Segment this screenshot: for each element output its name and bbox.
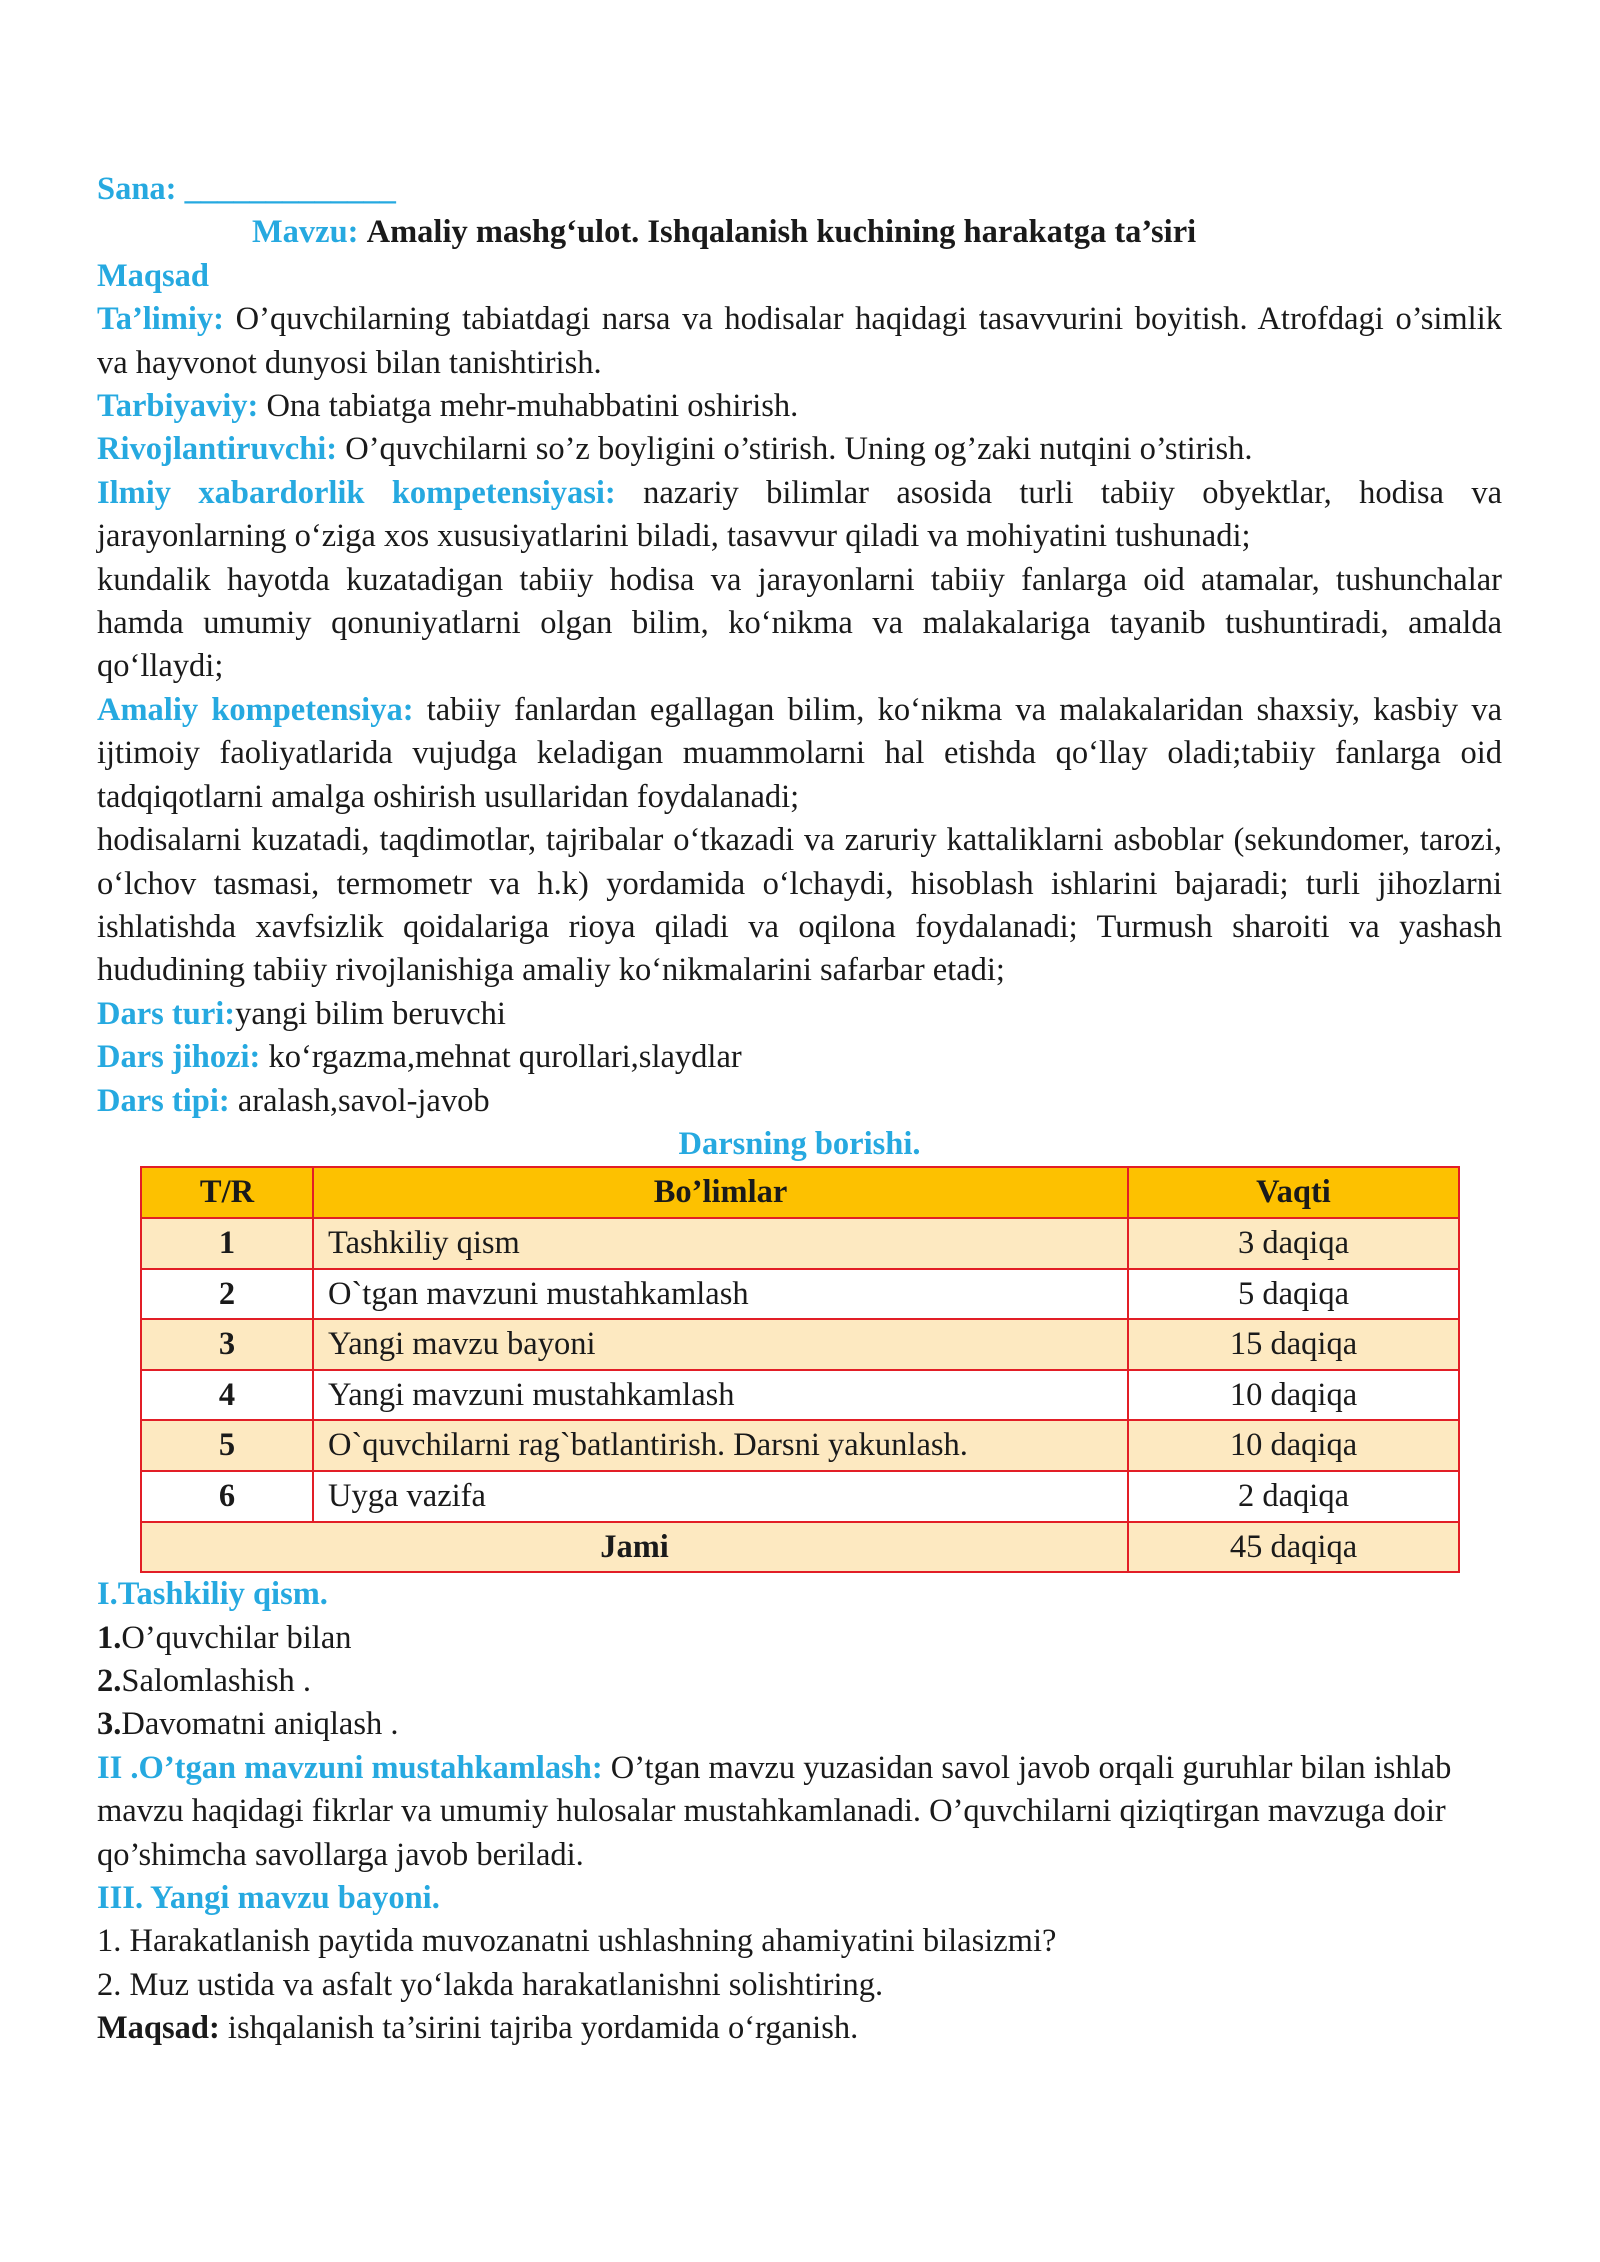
date-label: Sana: — [97, 171, 177, 207]
amaliy-label: Amaliy kompetensiya: — [97, 691, 414, 728]
row-num: 5 — [141, 1420, 313, 1471]
document-page — [97, 168, 1502, 2051]
topic-label: Mavzu: — [252, 214, 359, 251]
ilmiy-text-1: nazariy bilimlar asosida turli tabiiy obyektlar, hodisa va jarayonlarning o‘ziga xos xususiyatlarini biladi, tasavvur qiladi va mohiyatini tushunadi; — [97, 474, 1502, 555]
ilmiy-paragraph-1 — [97, 472, 1502, 559]
row-num: 4 — [141, 1370, 313, 1421]
table-row — [141, 1218, 1459, 1269]
ilmiy-label: Ilmiy xabardorlik kompetensiyasi: — [97, 474, 616, 511]
talimiy-text: O’quvchilarning tabiatdagi narsa va hodisalar haqidagi tasavvurini boyitish. Atrofdagi o’simlik va hayvonot dunyosi bilan tanishtirish. — [97, 301, 1502, 381]
row-time: 2 daqiqa — [1128, 1471, 1459, 1522]
part1-item-num: 2. — [97, 1662, 122, 1699]
plan-title: Darsning borishi. — [678, 1125, 921, 1162]
tarbiyaviy-paragraph — [97, 385, 1502, 428]
part1-item-text: O’quvchilar bilan — [121, 1619, 352, 1656]
part1-item — [97, 1660, 1502, 1703]
row-section: O`quvchilarni rag`batlantirish. Darsni yakunlash. — [313, 1420, 1128, 1471]
tarbiyaviy-text: Ona tabiatga mehr-muhabbatini oshirish. — [258, 388, 799, 425]
row-num: 2 — [141, 1269, 313, 1320]
part1-item-text: Davomatni aniqlash . — [121, 1706, 399, 1743]
table-row — [141, 1319, 1459, 1370]
talimiy-paragraph — [97, 298, 1502, 385]
date-line — [97, 168, 1502, 211]
table-row — [141, 1269, 1459, 1320]
header-time: Vaqti — [1128, 1167, 1459, 1218]
dars-jihozi-line — [97, 1036, 1502, 1079]
part3-goal-line — [97, 2007, 1502, 2050]
amaliy-paragraph-1 — [97, 689, 1502, 819]
part1-item-num: 3. — [97, 1706, 122, 1743]
topic-line — [97, 211, 1502, 254]
dars-turi-line — [97, 993, 1502, 1036]
row-time: 10 daqiqa — [1128, 1420, 1459, 1471]
rivojlantiruvchi-paragraph — [97, 428, 1502, 471]
talimiy-label: Ta’limiy: — [97, 301, 225, 338]
row-num: 1 — [141, 1218, 313, 1269]
ilmiy-paragraph-2: kundalik hayotda kuzatadigan tabiiy hodisa va jarayonlarni tabiiy fanlarga oid atamalar, tushunchalar hamda umumiy qonuniyatlarni olgan bilim, ko‘nikma va malakalariga tayanib tushuntiradi, amalda qo‘llaydi; — [97, 561, 1502, 685]
row-section: Tashkiliy qism — [313, 1218, 1128, 1269]
row-section: Yangi mavzuni mustahkamlash — [313, 1370, 1128, 1421]
row-num: 3 — [141, 1319, 313, 1370]
rivojlantiruvchi-label: Rivojlantiruvchi: — [97, 431, 338, 468]
dars-tipi-label: Dars tipi: — [97, 1082, 230, 1119]
dars-jihozi-text: ko‘rgazma,mehnat qurollari,slaydlar — [260, 1039, 742, 1076]
topic-text: Amaliy mashg‘ulot. Ishqalanish kuchining harakatga ta’siri — [366, 214, 1197, 251]
row-time: 5 daqiqa — [1128, 1269, 1459, 1320]
table-row — [141, 1471, 1459, 1522]
row-time: 10 daqiqa — [1128, 1370, 1459, 1421]
part1-item — [97, 1617, 1502, 1660]
amaliy-text-1: tabiiy fanlardan egallagan bilim, ko‘nikma va malakalaridan shaxsiy, kasbiy va ijtimoiy faoliyatlarida vujudga keladigan muammolarni hal etishda qo‘llay oladi;tabiiy fanlarga oid tadqiqotlarni amalga oshirish usullaridan foydalanadi; — [97, 691, 1502, 815]
header-num: T/R — [141, 1167, 313, 1218]
total-label: Jami — [141, 1522, 1128, 1573]
total-time: 45 daqiqa — [1128, 1522, 1459, 1573]
table-row — [141, 1420, 1459, 1471]
lesson-plan-table — [140, 1166, 1460, 1573]
rivojlantiruvchi-text: O’quvchilarni so’z boyligini o’stirish. Uning og’zaki nutqini o’stirish. — [337, 431, 1253, 468]
part1-item-num: 1. — [97, 1619, 122, 1656]
row-section: O`tgan mavzuni mustahkamlash — [313, 1269, 1128, 1320]
table-total-row — [141, 1522, 1459, 1573]
part1-item-text: Salomlashish . — [121, 1662, 311, 1699]
part1-heading: I.Tashkiliy qism. — [97, 1576, 328, 1613]
dars-turi-text: yangi bilim beruvchi — [235, 995, 506, 1032]
part3-goal-text: ishqalanish ta’sirini tajriba yordamida o‘rganish. — [219, 2010, 859, 2047]
row-section: Uyga vazifa — [313, 1471, 1128, 1522]
row-num: 6 — [141, 1471, 313, 1522]
table-row — [141, 1370, 1459, 1421]
part2-label: II .O’tgan mavzuni mustahkamlash: — [97, 1749, 603, 1786]
part3-question-1: 1. Harakatlanish paytida muvozanatni ushlashning ahamiyatini bilasizmi? — [97, 1923, 1057, 1960]
row-section: Yangi mavzu bayoni — [313, 1319, 1128, 1370]
tarbiyaviy-label: Tarbiyaviy: — [97, 388, 259, 425]
dars-turi-label: Dars turi: — [97, 995, 236, 1032]
goals-heading: Maqsad — [97, 257, 209, 294]
amaliy-paragraph-2: hodisalarni kuzatadi, taqdimotlar, tajribalar o‘tkazadi va zaruriy kattaliklarni asboblar (sekundomer, tarozi, o‘lchov tasmasi, termometr va h.k) yordamida o‘lchaydi, hisoblash ishlarini bajaradi; turli jihozlarni ishlatishda xavfsizlik qoidalariga rioya qiladi va oqilona foydalanadi; Turmush sharoiti va yashash hududining tabiiy rivojlanishiga amaliy ko‘nikmalarini safarbar etadi; — [97, 822, 1502, 989]
part3-question-2: 2. Muz ustida va asfalt yo‘lakda harakatlanishni solishtiring. — [97, 1966, 884, 2003]
dars-tipi-line — [97, 1080, 1502, 1123]
header-section: Bo’limlar — [313, 1167, 1128, 1218]
part3-heading: III. Yangi mavzu bayoni. — [97, 1879, 440, 1916]
date-blank: _____________ — [184, 171, 396, 207]
dars-tipi-text: aralash,savol-javob — [229, 1082, 490, 1119]
part2-paragraph — [97, 1747, 1502, 1877]
dars-jihozi-label: Dars jihozi: — [97, 1039, 261, 1076]
part3-goal-label: Maqsad: — [97, 2010, 220, 2047]
part2-text: O’tgan mavzu yuzasidan savol javob orqali guruhlar bilan ishlab mavzu haqidagi fikrlar va umumiy hulosalar mustahkamlanadi. O’quvchilarni qiziqtirgan mavzuga doir qo’shimcha savollarga javob beriladi. — [97, 1749, 1452, 1873]
row-time: 3 daqiqa — [1128, 1218, 1459, 1269]
part1-item — [97, 1703, 1502, 1746]
row-time: 15 daqiqa — [1128, 1319, 1459, 1370]
table-header-row — [141, 1167, 1459, 1218]
